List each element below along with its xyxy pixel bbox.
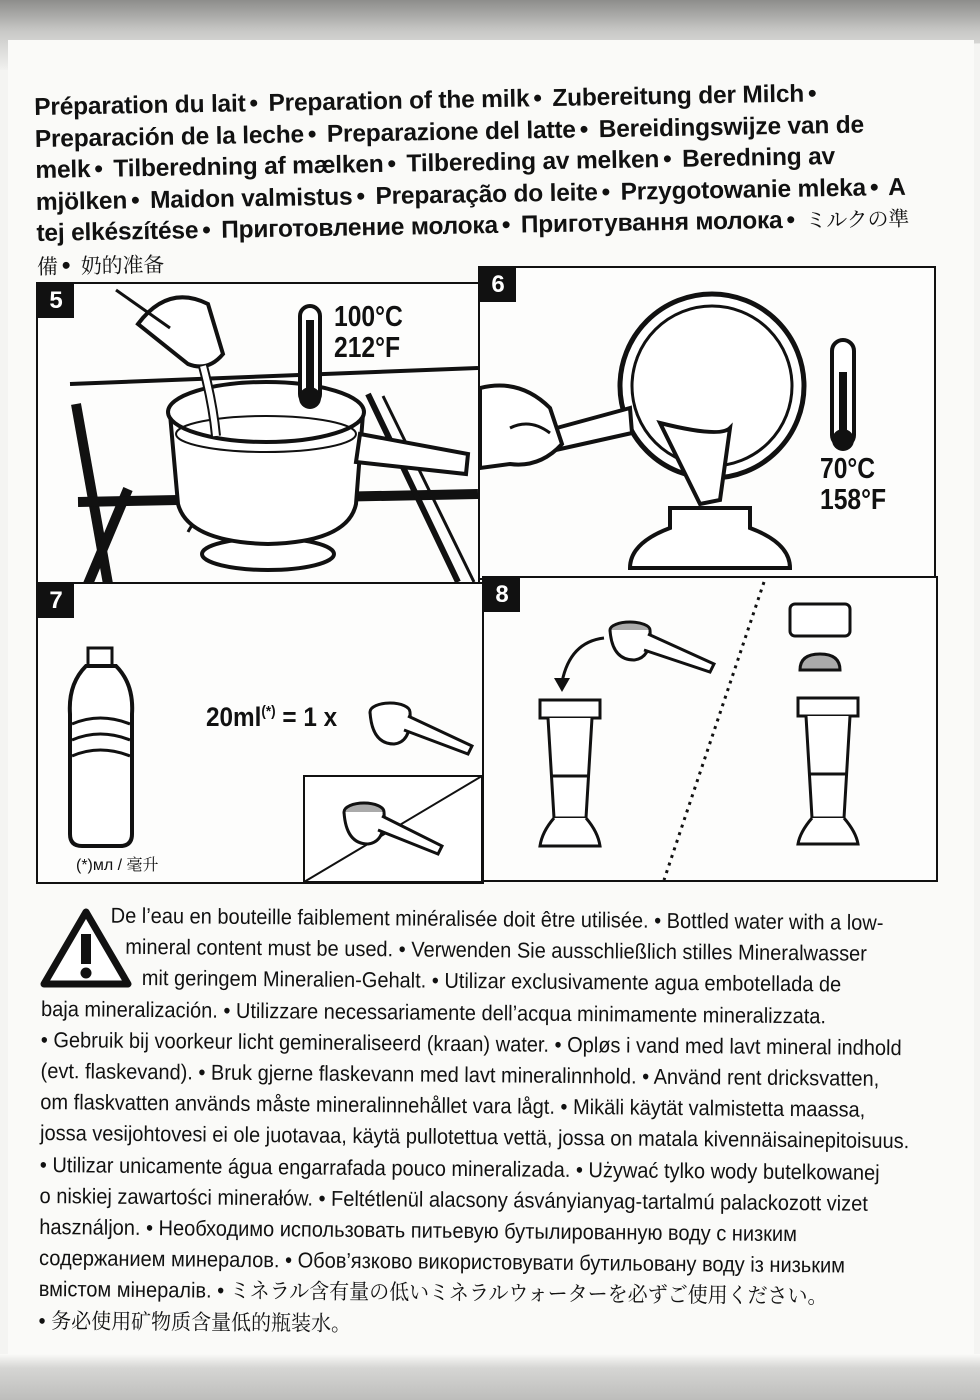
step-5-panel — [36, 282, 480, 584]
fill-dispenser-illustration — [484, 578, 936, 880]
formula-dispenser-icon — [540, 700, 600, 846]
step-7-panel — [36, 582, 484, 884]
title-separator: • — [786, 206, 796, 234]
dose-scoops: = 1 x — [275, 702, 338, 732]
title-separator: • — [807, 80, 817, 108]
pour-water-illustration — [480, 268, 934, 578]
warning-line: (evt. flaskevand). • Bruk gjerne flaskevann med lavt mineralinnhold. • Använd rent dricksvatten, — [40, 1059, 880, 1091]
title-separator: • — [130, 186, 140, 214]
title-separator: • — [533, 85, 542, 113]
dose-volume: 20ml — [206, 702, 262, 732]
title-separator: • — [501, 211, 511, 239]
warning-line: вмістом мінералів. • ミネラル含有量の低いミネラルウォーターを必ずご使用ください。 — [38, 1277, 828, 1309]
title-item: Preparation of the milk — [268, 85, 530, 117]
dose-formula — [206, 702, 337, 733]
warning-line: mit geringem Mineralien-Gehalt. • Utilizar exclusivamente agua embotellada de — [141, 966, 842, 997]
title-separator: • — [662, 145, 672, 174]
hand-icon — [480, 386, 562, 469]
title-item: Zubereitung der Milch — [552, 80, 805, 112]
title-item: Preparazione del latte — [326, 116, 576, 148]
title-item: Bereidingswijze van de melk — [35, 111, 865, 184]
warning-line: o niskiej zawartości minerałów. • Feltétlenül alacsony ásványianyag-tartalmú palackozott vizet — [39, 1183, 868, 1216]
temperature-celsius: 100°C — [334, 301, 403, 333]
step-number: 7 — [38, 584, 74, 618]
title-item: Przygotowanie mleka — [620, 173, 867, 206]
step-number: 5 — [38, 284, 74, 318]
title-item: Préparation du lait — [34, 90, 246, 121]
warning-line: • 务必使用矿物质含量低的瓶装水。 — [38, 1308, 352, 1336]
temperature-celsius: 70°C — [820, 453, 876, 485]
warning-line: mineral content must be used. • Verwenden Sie ausschließlich stilles Mineralwasser — [125, 934, 867, 966]
bottle-icon — [630, 508, 790, 568]
water-bottle-icon — [70, 648, 132, 846]
title-item: Maidon valmistus — [149, 182, 353, 214]
temperature-fahrenheit: 212°F — [334, 332, 401, 364]
warning-line: De l’eau en bouteille faiblement minéralisée doit être utilisée. • Bottled water with a low- — [110, 903, 884, 935]
title-separator: • — [356, 182, 366, 210]
step-number: 8 — [484, 578, 520, 612]
title-separator: • — [249, 90, 259, 118]
temperature-fahrenheit: 158°F — [820, 484, 887, 516]
unit-footnote: (*)мл / 毫升 — [76, 857, 159, 874]
title-separator: • — [869, 173, 879, 201]
warning-line: használjon. • Необходимо использовать питьевую бутылированную воду с низким — [39, 1215, 797, 1247]
measure-powder-illustration — [38, 584, 482, 882]
page-title — [34, 76, 927, 283]
title-separator: • — [94, 155, 104, 183]
boiling-water-illustration — [38, 284, 478, 582]
arrow-icon — [562, 638, 604, 682]
warning-line: jossa vesijohtovesi ei ole juotavaa, käytä pullotettua vettä, jossa on matala kivennäisainepitoisuus. — [40, 1121, 910, 1154]
title-item: Tilberedning af mælken — [113, 150, 384, 183]
title-separator: • — [601, 178, 611, 206]
title-separator: • — [387, 150, 397, 178]
title-item: Tilbereding av melken — [406, 146, 660, 178]
title-separator: • — [61, 251, 71, 280]
step-8-panel — [482, 576, 938, 882]
title-separator: • — [202, 216, 211, 245]
title-separator: • — [307, 120, 317, 148]
step-number: 6 — [480, 268, 516, 302]
pot-handle-icon — [356, 434, 468, 474]
title-separator: • — [579, 115, 589, 143]
scan-bottom-edge — [0, 1354, 980, 1400]
title-item: Preparação do leite — [375, 178, 598, 210]
water-bottle-icon — [138, 297, 223, 366]
dispenser-parts-icon — [790, 604, 858, 844]
scoop-icon — [370, 703, 472, 754]
title-item: 奶的准备 — [80, 253, 165, 278]
title-item: Приготовление молока — [221, 211, 499, 244]
title-item: Приготування молока — [520, 206, 783, 239]
warning-line: содержанием минералов. • Обов’язково використовувати бутильовану воду із низьким — [38, 1246, 846, 1278]
warning-text — [38, 900, 910, 1345]
scoop-icon — [610, 622, 714, 672]
step-6-panel — [478, 266, 936, 580]
warning-line: om flaskvatten används måste mineralinnehållet vara lågt. • Mikäli käytät valmistetta maassa, — [40, 1090, 866, 1122]
title-item: A tej elkészítése — [36, 173, 905, 247]
title-item: ミルクの準備 — [36, 207, 910, 279]
warning-line: • Gebruik bij voorkeur licht gemineraliseerd (kraan) water. • Opløs i vand med lavt mineral indhold — [40, 1027, 902, 1060]
warning-line: • Utilizar unicamente água engarrafada pouco mineralizada. • Używać tylko wody butelkowanej — [39, 1152, 880, 1185]
footnote-mark: (*) — [261, 703, 276, 720]
title-item: Preparación de la leche — [34, 120, 305, 153]
warning-line: baja mineralización. • Utilizzare necessariamente dell’acqua minimamente mineralizzata. — [41, 996, 827, 1028]
title-item: Beredning av mjölken — [35, 143, 836, 216]
